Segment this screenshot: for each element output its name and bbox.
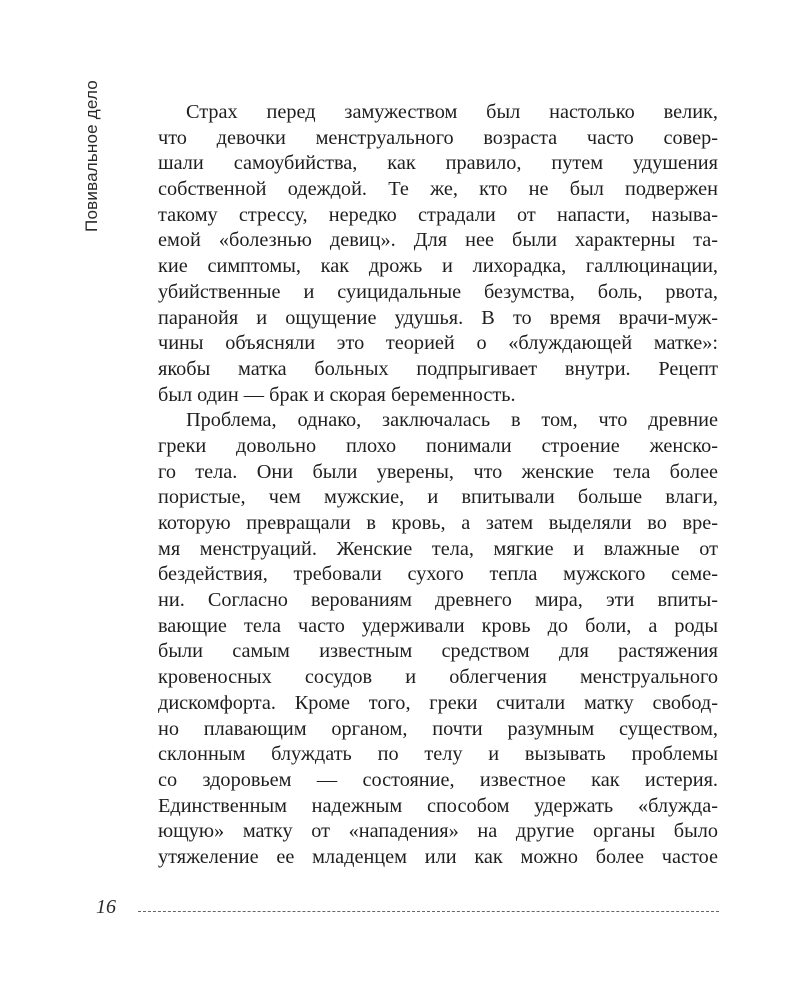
text-line: собственной одеждой. Те же, кто не был подвержен [158, 178, 718, 201]
text-line: кровеносных сосудов и облегчения менструального [158, 666, 718, 689]
text-line: греки довольно плохо понимали строение женско- [158, 434, 718, 457]
text-line: якобы матка больных подпрыгивает внутри. Рецепт [158, 357, 718, 380]
page-number: 16 [96, 896, 116, 918]
running-head-text: Повивальное дело [82, 80, 101, 232]
text-line: но плавающим органом, почти разумным существом, [158, 717, 718, 740]
text-line: ющую» матку от «нападения» на другие органы было [158, 820, 718, 843]
text-line: шали самоубийства, как правило, путем удушения [158, 152, 718, 175]
text-line: убийственные и суицидальные безумства, боль, рвота, [158, 280, 718, 303]
text-line: был один — брак и скорая беременность. [158, 383, 516, 406]
text-line: что девочки менструального возраста часто совер- [158, 126, 718, 149]
text-line: вающие тела часто удерживали кровь до боли, а роды [158, 614, 718, 637]
text-line: паранойя и ощущение удушья. В то время врачи-муж- [158, 306, 718, 329]
text-line: дискомфорта. Кроме того, греки считали матку свобод- [158, 691, 718, 714]
text-line: кие симптомы, как дрожь и лихорадка, галлюцинации, [158, 255, 718, 278]
footer-dotted-rule [138, 911, 719, 912]
text-line: бездействия, требовали сухого тепла мужского семе- [158, 563, 718, 586]
text-line: со здоровьем — состояние, известное как истерия. [158, 768, 718, 791]
text-line: утяжеление ее младенцем или как можно более частое [158, 845, 718, 868]
text-line: склонным блуждать по телу и вызывать проблемы [158, 743, 718, 766]
text-line: емой «болезнью девиц». Для нее были характерны та- [158, 229, 718, 252]
text-line: Проблема, однако, заключалась в том, что древние [186, 409, 718, 432]
text-line: пористые, чем мужские, и впитывали больше влаги, [158, 486, 718, 509]
text-line: были самым известным средством для растяжения [158, 640, 718, 663]
text-line: которую превращали в кровь, а затем выделяли во вре- [158, 512, 718, 534]
text-line: Страх перед замужеством был настолько велик, [186, 101, 718, 123]
text-line: мя менструаций. Женские тела, мягкие и влажные от [158, 537, 718, 560]
text-line: Единственным надежным способом удержать «блужда- [158, 794, 718, 817]
text-line: го тела. Они были уверены, что женские тела более [158, 460, 718, 483]
text-line: такому стрессу, нередко страдали от напасти, называ- [158, 203, 718, 226]
text-line: ни. Согласно верованиям древнего мира, эти впиты- [158, 589, 718, 612]
text-line: чины объясняли это теорией о «блуждающей матке»: [158, 332, 718, 355]
body-text [158, 100, 718, 871]
running-head [79, 66, 105, 246]
